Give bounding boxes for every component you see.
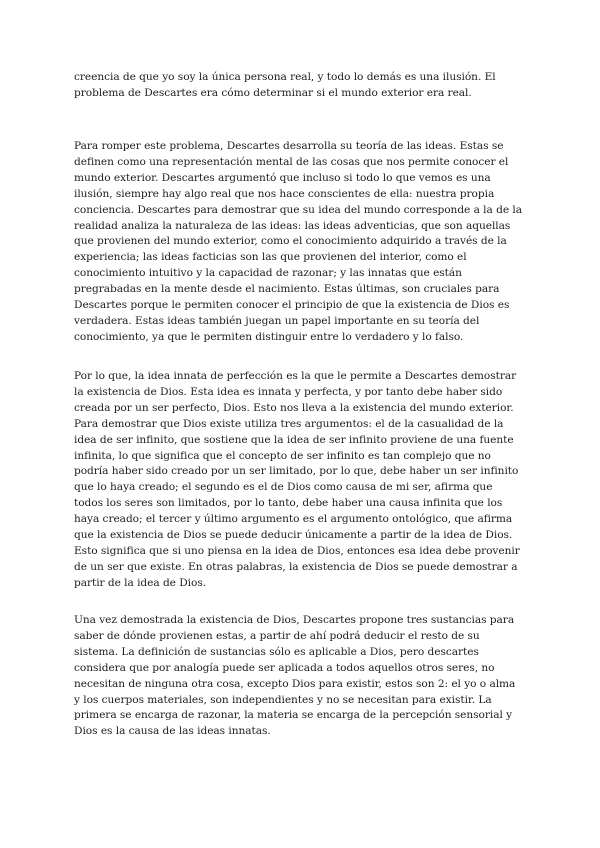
paragraph-three-substances: Una vez demostrada la existencia de Dios, Descartes propone tres sustancias para saber de dónde provienen estas, a partir de ahí podrá deducir el resto de su sistema. La definición de sustancias sólo es aplicable a Dios, pero descartes considera que por analogía puede ser aplicada a todos aquellos otros seres, no necesitan de ninguna otra cosa, excepto Dios para existir, estos son 2: el yo o alma y los cuerpos materiales, son independientes y no se necesitan para existir. La primera se encarga de razonar, la materia se encarga de la percepción sensorial y Dios es la causa de las ideas innatas.: [74, 614, 516, 738]
paragraph-existence-of-god: Por lo que, la idea innata de perfección es la que le permite a Descartes demostrar la existencia de Dios. Esta idea es innata y perfecta, y por tanto debe haber sido creada por un ser perfecto, Dios. Esto nos lleva a la existencia del mundo exterior. Para demostrar que Dios existe utiliza tres argumentos: el de la casualidad de la idea de ser infinito, que sostiene que la idea de ser infinito proviene de una fuente infinita, lo que significa que el concepto de ser infinito es tan complejo que no podría haber sido creado por un ser limitado, por lo que, debe haber un ser infinito que lo haya creado; el segundo es el de Dios como causa de mi ser, afirma que todos los seres son limitados, por lo tanto, debe haber una causa infinita que los haya creado; el tercer y último argumento es el argumento ontológico, que afirma que la existencia de Dios se puede deducir únicamente a partir de la idea de Dios. Esto significa que si uno piensa en la idea de Dios, entonces esa idea debe provenir de un ser que existe. En otras palabras, la existencia de Dios se puede demostrar a partir de la idea de Dios.: [74, 370, 520, 589]
paragraph-theory-of-ideas: Para romper este problema, Descartes desarrolla su teoría de las ideas. Estas se definen como una representación mental de las cosas que nos permite conocer el mundo exterior. Descartes argumentó que incluso si todo lo que vemos es una ilusión, siempre hay algo real que nos hace conscientes de ella: nuestra propia conciencia. Descartes para demostrar que su idea del mundo corresponde a la de la realidad analiza la naturaleza de las ideas: las ideas adventicias, que son aquellas que provienen del mundo exterior, como el conocimiento adquirido a través de la experiencia; las ideas facticias son las que provienen del interior, como el conocimiento intuitivo y la capacidad de razonar; y las innatas que están pregrabadas en la mente desde el nacimiento. Estas últimas, son cruciales para Descartes porque le permiten conocer el principio de que la existencia de Dios es verdadera. Estas ideas también juegan un papel importante en su teoría del conocimiento, ya que le permiten distinguir entre lo verdadero y lo falso.: [74, 140, 522, 343]
paragraph-descartes-problem: creencia de que yo soy la única persona real, y todo lo demás es una ilusión. El problema de Descartes era cómo determinar si el mundo exterior era real.: [74, 71, 496, 99]
